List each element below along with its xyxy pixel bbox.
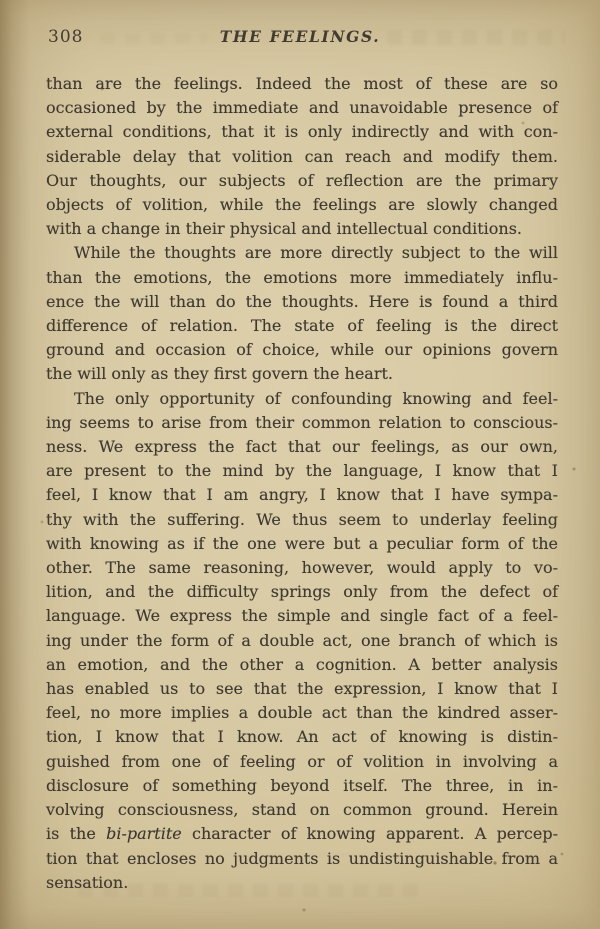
text-line: volving consciousness, stand on common ground. Herein	[46, 800, 558, 820]
text-line: sensation.	[46, 872, 129, 892]
paragraph	[46, 387, 558, 895]
text-line: an emotion, and the other a cognition. A better analysis	[46, 654, 558, 674]
text-line: other. The same reasoning, however, would apply to vo-	[46, 558, 558, 578]
text-line: tion that encloses no judgments is undistinguishable from a	[46, 848, 558, 868]
text-line: difference of relation. The state of feeling is the direct	[46, 316, 558, 336]
text-line: feel, no more implies a double act than the kindred asser-	[46, 703, 558, 723]
text-line: language. We express the simple and single fact of a feel-	[46, 606, 558, 626]
text-line: The only opportunity of confounding knowing and feel-	[74, 388, 558, 408]
text-line: occasioned by the immediate and unavoidable presence of	[46, 98, 558, 118]
text-segment: character of knowing apparent. A percep-	[181, 824, 558, 844]
text-line: thy with the suffering. We thus seem to underlay feeling	[46, 509, 558, 529]
paragraph	[46, 241, 558, 386]
text-line	[46, 822, 558, 846]
text-line: ence the will than do the thoughts. Here is found a third	[46, 291, 558, 311]
text-line: objects of volition, while the feelings are slowly changed	[46, 195, 558, 215]
text-line: are present to the mind by the language, I know that I	[46, 461, 558, 481]
text-line: While the thoughts are more directly subject to the will	[74, 243, 558, 263]
text-line: feel, I know that I am angry, I know that I have sympa-	[46, 485, 558, 505]
text-line: with a change in their physical and intellectual conditions.	[46, 219, 523, 239]
text-line: disclosure of something beyond itself. The three, in in-	[46, 775, 558, 795]
text-line: Our thoughts, our subjects of reflection are the primary	[46, 170, 558, 190]
text-line: has enabled us to see that the expression, I know that I	[46, 679, 558, 699]
text-line: guished from one of feeling or of volition in involving a	[46, 751, 558, 771]
text-line: with knowing as if the one were but a peculiar form of the	[46, 533, 558, 553]
paper-specks	[0, 0, 2, 2]
page-gutter-shadow	[0, 0, 30, 929]
text-line: ground and occasion of choice, while our opinions govern	[46, 340, 558, 360]
text-line: than the emotions, the emotions more immediately influ-	[46, 267, 558, 287]
text-segment: is the	[46, 824, 107, 844]
running-title: THE FEELINGS.	[219, 27, 381, 46]
page-header	[0, 27, 600, 49]
text-line: lition, and the difficulty springs only from the defect of	[46, 582, 558, 602]
text-line: ness. We express the fact that our feelings, as our own,	[46, 437, 558, 457]
text-line: the will only as they first govern the heart.	[46, 364, 393, 384]
text-line: than are the feelings. Indeed the most of these are so	[46, 74, 558, 93]
text-line: external conditions, that it is only indirectly and with con-	[46, 122, 558, 142]
text-line: siderable delay that volition can reach and modify them.	[46, 146, 558, 166]
text-line: tion, I know that I know. An act of knowing is distin-	[46, 727, 558, 747]
text-block	[46, 72, 558, 895]
paragraph	[46, 72, 558, 241]
text-line: ing seems to arise from their common relation to conscious-	[46, 412, 558, 432]
text-line: ing under the form of a double act, one branch of which is	[46, 630, 558, 650]
italic-term: bi-partite	[106, 824, 182, 844]
page-number: 308	[48, 27, 84, 47]
